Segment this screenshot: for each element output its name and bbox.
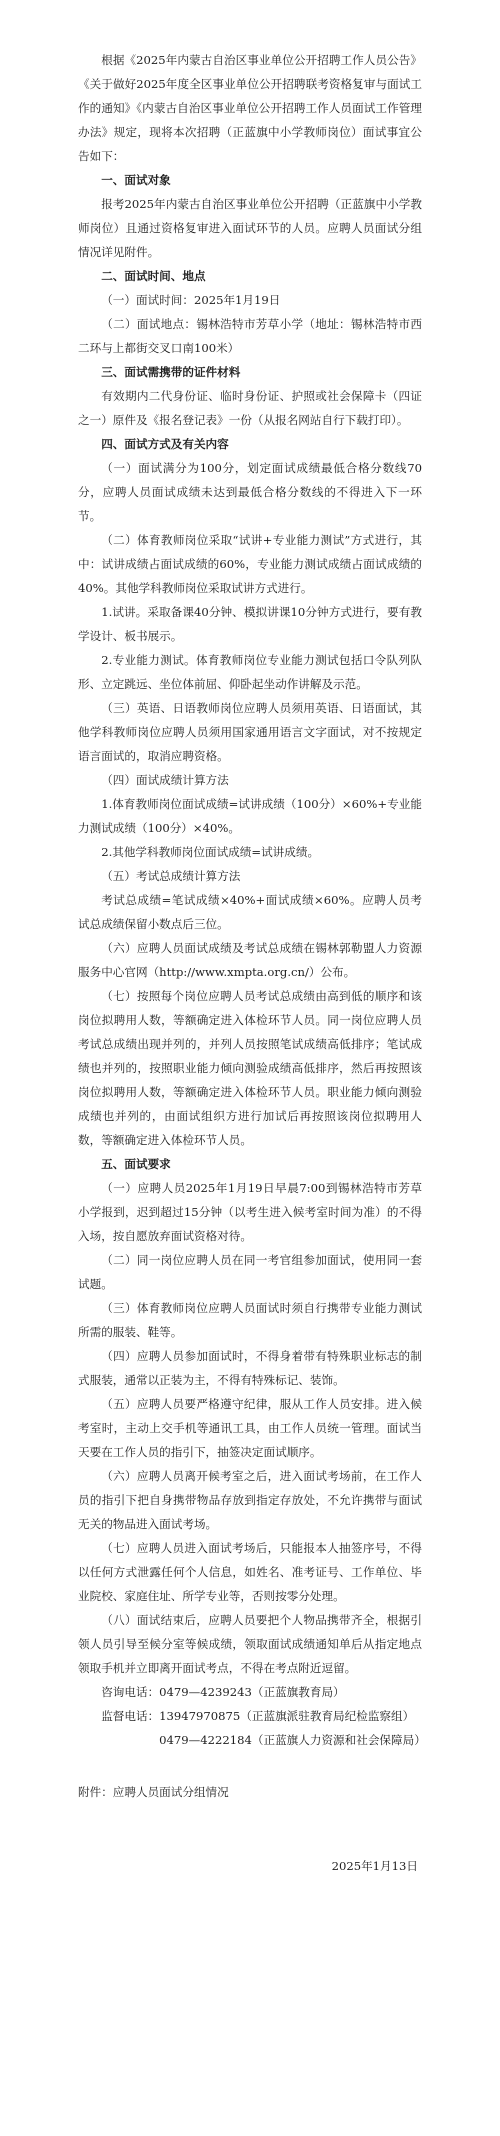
section-heading: 一、面试对象 bbox=[101, 173, 171, 187]
paragraph: 1.试讲。采取备课40分钟、模拟讲课10分钟方式进行，要有教学设计、板书展示。 bbox=[78, 605, 422, 643]
paragraph: （二）体育教师岗位采取“试讲+专业能力测试”方式进行，其中：试讲成绩占面试成绩的60%，专业能力测试成绩占面试成绩的40%。其他学科教师岗位采取试讲方式进行。 bbox=[78, 533, 422, 595]
paragraph: （二）面试地点：锡林浩特市芳草小学（地址：锡林浩特市西二环与上都街交叉口南100米） bbox=[78, 317, 422, 355]
contact-supervise-second bbox=[78, 1728, 426, 1752]
paragraph: （五）考试总成绩计算方法 bbox=[101, 869, 241, 883]
paragraph: （一）面试满分为100分，划定面试成绩最低合格分数线70分，应聘人员面试成绩未达到最低合格分数线的不得进入下一环节。 bbox=[78, 461, 422, 523]
contact-supervise bbox=[78, 1704, 422, 1728]
contact-phone: 0479—4239243（正蓝旗教育局） bbox=[159, 1685, 345, 1699]
paragraph: （四）面试成绩计算方法 bbox=[101, 773, 229, 787]
contact-phone: 0479—4222184（正蓝旗人力资源和社会保障局） bbox=[159, 1733, 426, 1747]
paragraph: （八）面试结束后，应聘人员要把个人物品携带齐全，根据引领人员引导至候分室等候成绩，领取面试成绩通知单后从指定地点领取手机并立即离开面试考点，不得在考点附近逗留。 bbox=[78, 1613, 422, 1675]
paragraph: （七）按照每个岗位应聘人员考试总成绩由高到低的顺序和该岗位拟聘用人数，等额确定进入体检环节人员。同一岗位应聘人员考试总成绩出现并列的，并列人员按照笔试成绩高低排序；笔试成绩也并列的，按照职业能力倾向测验成绩高低排序，然后再按照该岗位拟聘用人数，等额确定进入体检环节人员。职业能力倾向测验成绩也并列的，由面试组织方进行加试后再按照该岗位拟聘用人数，等额确定进入体检环节人员。 bbox=[78, 989, 422, 1147]
paragraph: 有效期内二代身份证、临时身份证、护照或社会保障卡（四证之一）原件及《报名登记表》一份（从报名网站自行下载打印）。 bbox=[78, 389, 422, 427]
paragraph: （四）应聘人员参加面试时，不得身着带有特殊职业标志的制式服装，通常以正装为主，不得有特殊标记、装饰。 bbox=[78, 1349, 422, 1387]
paragraph: （六）应聘人员面试成绩及考试总成绩在锡林郭勒盟人力资源服务中心官网（http://www.xmpta.org.cn/）公布。 bbox=[78, 941, 422, 979]
section-heading: 五、面试要求 bbox=[101, 1157, 171, 1171]
paragraph: （六）应聘人员离开候考室之后，进入面试考场前，在工作人员的指引下把自身携带物品存放到指定存放处，不允许携带与面试无关的物品进入面试考场。 bbox=[78, 1469, 422, 1531]
publish-date: 2025年1月13日 bbox=[331, 1859, 418, 1873]
paragraph: （七）应聘人员进入面试考场后，只能报本人抽签序号，不得以任何方式泄露任何个人信息，如姓名、准考证号、工作单位、毕业院校、家庭住址、所学专业等，否则按零分处理。 bbox=[78, 1541, 422, 1603]
contact-consult bbox=[78, 1680, 422, 1704]
contact-label: 咨询电话： bbox=[101, 1685, 160, 1699]
paragraph-list bbox=[78, 48, 422, 1680]
paragraph: （三）英语、日语教师岗位应聘人员须用英语、日语面试，其他学科教师岗位应聘人员须用国家通用语言文字面试，对不按规定语言面试的，取消应聘资格。 bbox=[78, 701, 422, 763]
contact-phone: 13947970875（正蓝旗派驻教育局纪检监察组） bbox=[159, 1709, 415, 1723]
section-heading: 二、面试时间、地点 bbox=[101, 269, 206, 283]
paragraph: 1.体育教师岗位面试成绩=试讲成绩（100分）×60%+专业能力测试成绩（100分）×40%。 bbox=[78, 797, 422, 835]
section-heading: 四、面试方式及有关内容 bbox=[101, 437, 229, 451]
contact-label: 监督电话： bbox=[101, 1709, 160, 1723]
document-body bbox=[78, 48, 426, 1878]
paragraph: 根据《2025年内蒙古自治区事业单位公开招聘工作人员公告》《关于做好2025年度全区事业单位公开招聘联考资格复审与面试工作的通知》《内蒙古自治区事业单位公开招聘工作人员面试工作管理办法》规定，现将本次招聘（正蓝旗中小学教师岗位）面试事宜公告如下： bbox=[78, 53, 422, 163]
section-heading: 三、面试需携带的证件材料 bbox=[101, 365, 241, 379]
paragraph: （二）同一岗位应聘人员在同一考官组参加面试，使用同一套试题。 bbox=[78, 1253, 422, 1291]
paragraph: 报考2025年内蒙古自治区事业单位公开招聘（正蓝旗中小学教师岗位）且通过资格复审进入面试环节的人员。应聘人员面试分组情况详见附件。 bbox=[78, 197, 422, 259]
paragraph: （五）应聘人员要严格遵守纪律，服从工作人员安排。进入候考室时，主动上交手机等通讯工具，由工作人员统一管理。面试当天要在工作人员的指引下，抽签决定面试顺序。 bbox=[78, 1397, 422, 1459]
paragraph: 考试总成绩=笔试成绩×40%+面试成绩×60%。应聘人员考试总成绩保留小数点后三位。 bbox=[78, 893, 422, 931]
paragraph: （一）面试时间：2025年1月19日 bbox=[101, 293, 281, 307]
paragraph: 2.专业能力测试。体育教师岗位专业能力测试包括口令队列队形、立定跳远、坐位体前屈、仰卧起坐动作讲解及示范。 bbox=[78, 653, 422, 691]
attachment-note: 附件：应聘人员面试分组情况 bbox=[78, 1785, 229, 1799]
paragraph: （一）应聘人员2025年1月19日早晨7:00到锡林浩特市芳草小学报到，迟到超过15分钟（以考生进入候考室时间为准）的不得入场，按自愿放弃面试资格对待。 bbox=[78, 1181, 422, 1243]
paragraph: （三）体育教师岗位应聘人员面试时须自行携带专业能力测试所需的服装、鞋等。 bbox=[78, 1301, 422, 1339]
paragraph: 2.其他学科教师岗位面试成绩=试讲成绩。 bbox=[101, 845, 320, 859]
